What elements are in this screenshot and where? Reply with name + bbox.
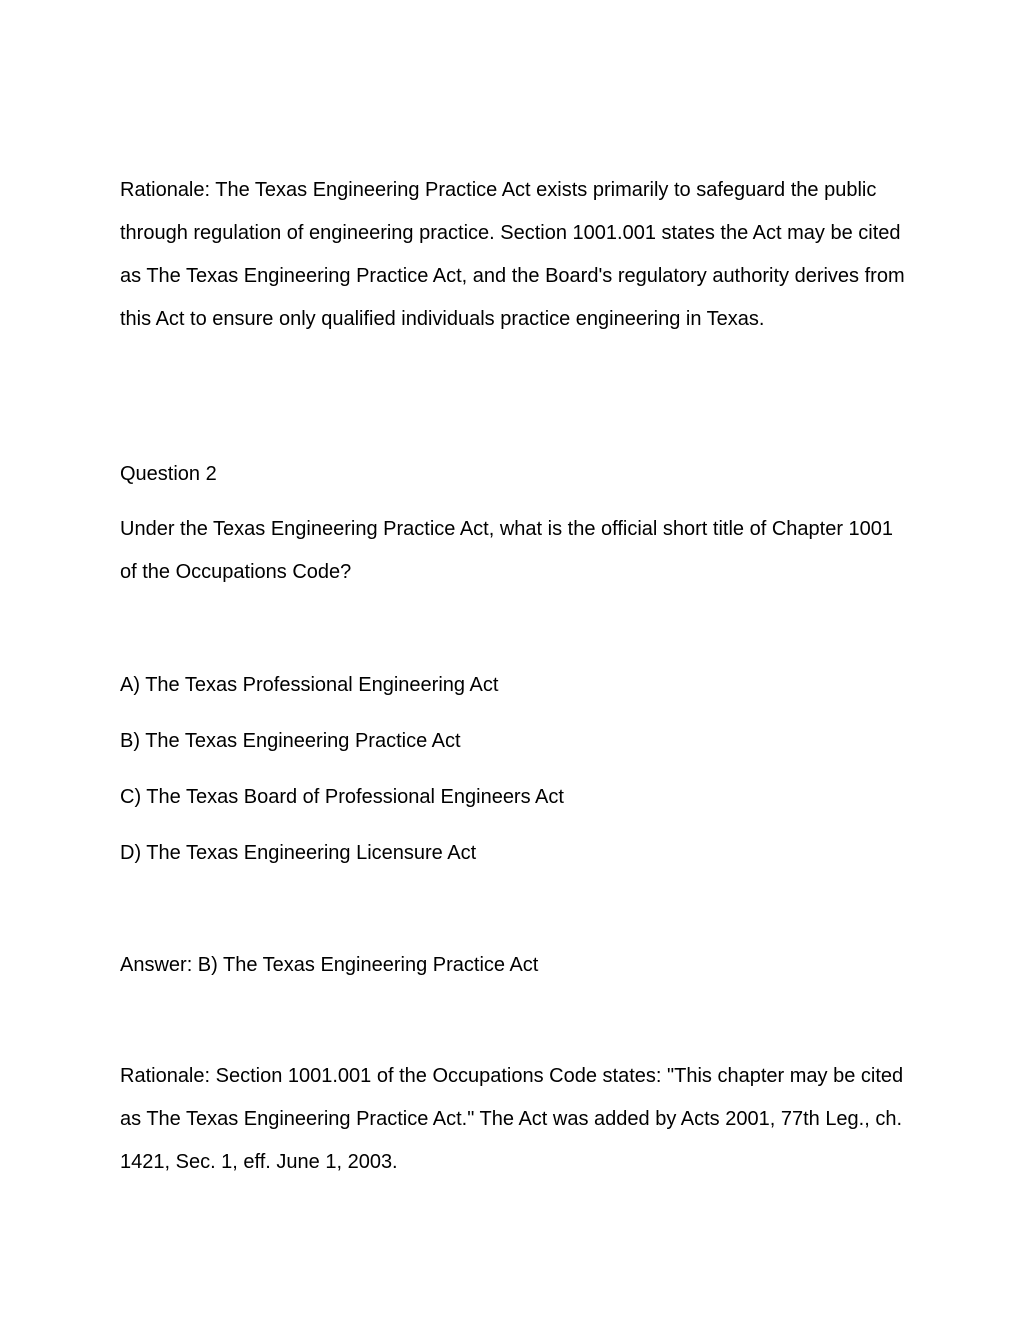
rationale-paragraph-2: Rationale: Section 1001.001 of the Occupations Code states: "This chapter may be cited as The Texas Engineering Practice Act." The Act was added by Acts 2001, 77th Leg., ch. 1421, Sec. 1, eff. June 1, 2003. xyxy=(120,1065,904,1173)
rationale-paragraph-1: Rationale: The Texas Engineering Practice Act exists primarily to safeguard the public through regulation of engineering practice. Section 1001.001 states the Act may be cited as The Texas Engineering Practice Act, and the Board's regulatory authority derives from this Act to ensure only qualified individuals practice engineering in Texas. xyxy=(120,179,905,330)
question-text: Under the Texas Engineering Practice Act, what is the official short title of Chapter 1001 of the Occupations Code? xyxy=(120,518,894,583)
question-label: Question 2 xyxy=(120,463,217,485)
option-d: D) The Texas Engineering Licensure Act xyxy=(120,842,477,864)
answer-line: Answer: B) The Texas Engineering Practice Act xyxy=(120,954,539,976)
option-c: C) The Texas Board of Professional Engineers Act xyxy=(120,786,564,808)
option-a: A) The Texas Professional Engineering Act xyxy=(120,674,499,696)
option-b: B) The Texas Engineering Practice Act xyxy=(120,730,461,752)
